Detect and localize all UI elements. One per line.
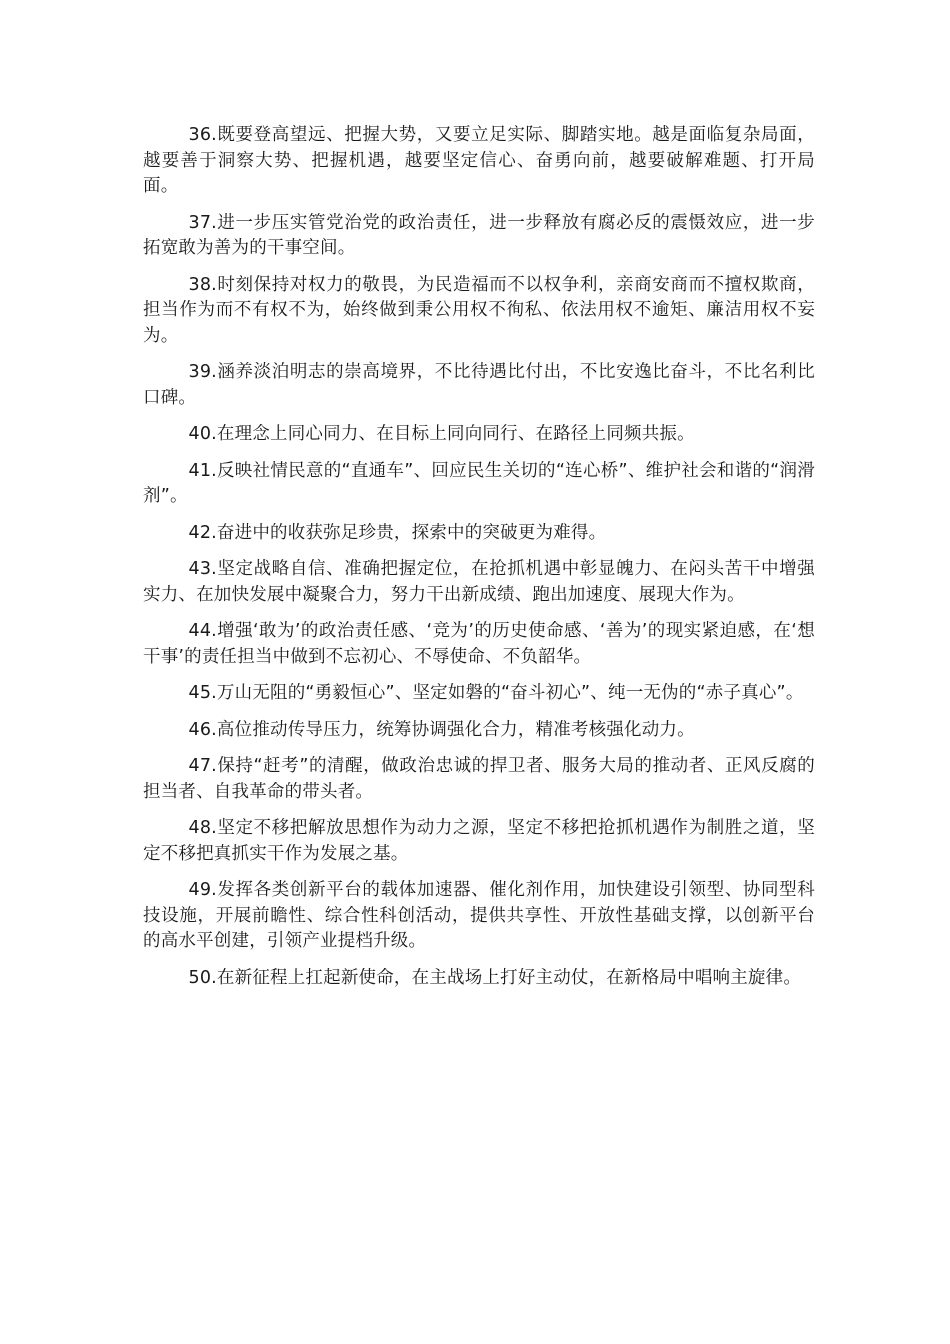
paragraph-38: 38.时刻保持对权力的敬畏，为民造福而不以权争利，亲商安商而不擅权欺商，担当作为而不有权不为，始终做到秉公用权不徇私、依法用权不逾矩、廉洁用权不妄为。: [143, 274, 815, 346]
paragraph-45: 45.万山无阻的“勇毅恒心”、坚定如磐的“奋斗初心”、纯一无伪的“赤子真心”。: [188, 683, 804, 703]
paragraph-41: 41.反映社情民意的“直通车”、回应民生关切的“连心桥”、维护社会和谐的“润滑剂”。: [143, 460, 815, 506]
paragraph-48: 48.坚定不移把解放思想作为动力之源，坚定不移把抢抓机遇作为制胜之道，坚定不移把真抓实干作为发展之基。: [143, 818, 815, 864]
paragraph-47: 47.保持“赶考”的清醒，做政治忠诚的捍卫者、服务大局的推动者、正风反腐的担当者、自我革命的带头者。: [143, 756, 815, 802]
paragraph-42: 42.奋进中的收获弥足珍贵，探索中的突破更为难得。: [188, 522, 607, 543]
paragraph-43: 43.坚定战略自信、准确把握定位，在抢抓机遇中彰显魄力、在闷头苦干中增强实力、在加快发展中凝聚合力，努力干出新成绩、跑出加速度、展现大作为。: [143, 559, 815, 605]
paragraph-50: 50.在新征程上扛起新使命，在主战场上打好主动仗，在新格局中唱响主旋律。: [188, 967, 802, 988]
paragraph-39: 39.涵养淡泊明志的崇高境界，不比待遇比付出，不比安逸比奋斗，不比名利比口碑。: [143, 362, 815, 408]
paragraph-40: 40.在理念上同心同力、在目标上同向同行、在路径上同频共振。: [188, 424, 695, 444]
paragraph-36: 36.既要登高望远、把握大势，又要立足实际、脚踏实地。越是面临复杂局面，越要善于洞察大势、把握机遇，越要坚定信心、奋勇向前，越要破解难题、打开局面。: [143, 125, 815, 196]
paragraph-37: 37.进一步压实管党治党的政治责任，进一步释放有腐必反的震慑效应，进一步拓宽敢为善为的干事空间。: [143, 212, 815, 258]
paragraph-46: 46.高位推动传导压力，统筹协调强化合力，精准考核强化动力。: [188, 719, 695, 740]
paragraph-44: 44.增强‘敢为’的政治责任感、‘竞为’的历史使命感、‘善为’的现实紧迫感，在‘想干事’的责任担当中做到不忘初心、不辱使命、不负韶华。: [143, 621, 815, 667]
paragraph-49: 49.发挥各类创新平台的载体加速器、催化剂作用，加快建设引领型、协同型科技设施，开展前瞻性、综合性科创活动，提供共享性、开放性基础支撑，以创新平台的高水平创建，引领产业提档升级。: [143, 880, 815, 951]
document-body: [143, 123, 815, 1002]
